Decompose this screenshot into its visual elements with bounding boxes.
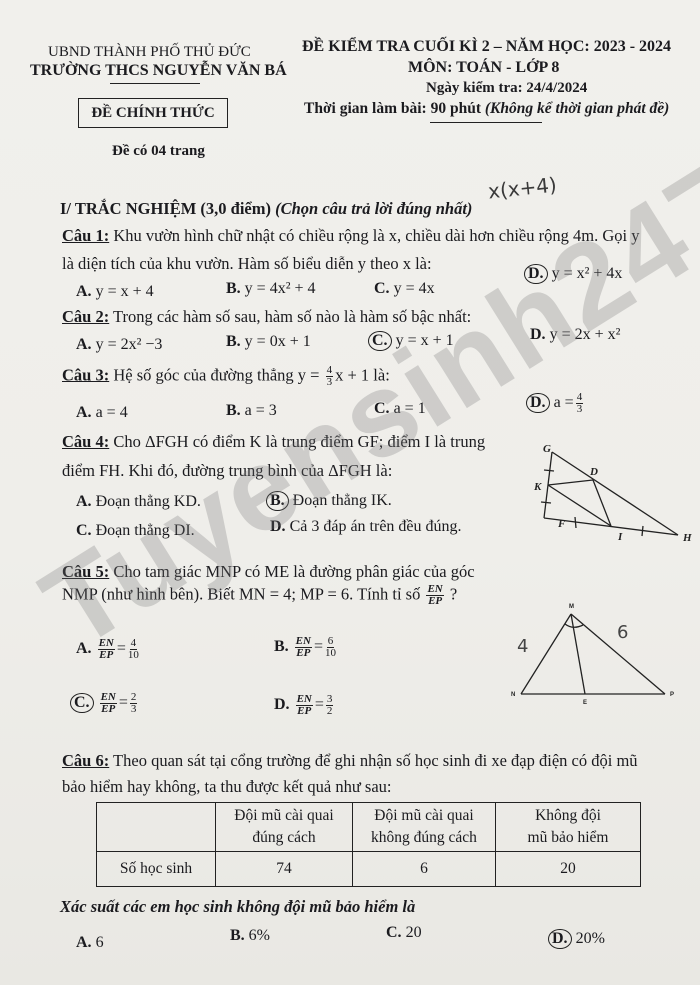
label-k: K: [534, 481, 542, 493]
q3-text-pre: Hệ số góc của đường thẳng y =: [109, 365, 324, 385]
q1-d-letter-circled: D.: [524, 264, 548, 284]
q5-b-eq: =: [313, 638, 323, 656]
q2-a-text: y = 2x² −3: [95, 336, 163, 353]
q2-text: Trong các hàm số sau, hàm số nào là hàm số bậc nhất:: [109, 307, 472, 326]
q2-a-letter: A.: [76, 336, 92, 353]
q1-option-b[interactable]: [226, 280, 316, 298]
q5-ratio-num: EN: [427, 583, 443, 595]
q6-text-line2: bảo hiểm hay không, ta thu được kết quả như sau:: [62, 777, 392, 796]
h1-line2: đúng cách: [252, 829, 316, 846]
q3-d-den: 3: [576, 403, 583, 415]
q6-b-text: 6%: [248, 927, 270, 944]
h1-line1: Đội mũ cài quai: [234, 807, 334, 824]
q5-a-letter: A.: [76, 640, 92, 658]
hand-label-4: 4: [517, 636, 529, 657]
exam-date: Ngày kiểm tra: 24/4/2024: [426, 80, 588, 96]
q5-b-lhs: [295, 636, 312, 659]
time-note: (Không kể thời gian phát đề): [484, 100, 670, 117]
segment-kd: [548, 480, 593, 485]
table-cell: 6: [353, 852, 496, 887]
q2-option-b[interactable]: [226, 333, 311, 351]
header-left-line1: UBND THÀNH PHỐ THỦ ĐỨC: [48, 44, 251, 60]
q5-d-rhs: [326, 694, 334, 717]
q4-c-letter: C.: [76, 522, 92, 539]
school-name: TRƯỜNG THCS NGUYỄN VĂN BÁ: [30, 62, 287, 79]
table-cell: 20: [496, 852, 641, 887]
q5-option-a[interactable]: [76, 638, 141, 661]
q6-option-c[interactable]: [386, 924, 422, 942]
q5-a-den: 10: [127, 649, 139, 661]
q1-label: Câu 1:: [62, 226, 110, 245]
q4-b-letter-circled: B.: [266, 491, 289, 511]
q3-frac-den: 3: [326, 376, 333, 388]
q3-d-fraction: [576, 392, 584, 415]
q4-a-letter: A.: [76, 493, 92, 510]
q1-c-letter: C.: [374, 280, 390, 297]
q4-option-a[interactable]: [76, 493, 201, 511]
q5-b-rhs: [325, 636, 336, 659]
q3-fraction: [326, 365, 334, 388]
q5-ratio: [426, 584, 443, 607]
label-d: D: [590, 466, 598, 478]
exam-time: [304, 100, 669, 118]
table-header-row: [97, 803, 641, 852]
q5-d-eq: =: [314, 696, 324, 714]
q1-b-letter: B.: [226, 280, 241, 297]
q5-c-eq: =: [118, 694, 128, 712]
label-p: P: [670, 692, 675, 698]
q2-b-letter: B.: [226, 333, 241, 350]
q2-d-text: y = 2x + x²: [549, 326, 621, 343]
question-3: [62, 365, 390, 388]
h2-line1: Đội mũ cài quai: [374, 807, 474, 824]
label-i: I: [618, 531, 623, 543]
triangle-mnp-figure: [505, 598, 690, 710]
q2-option-d[interactable]: [530, 326, 620, 344]
label-e: E: [583, 700, 588, 706]
side-gh: [552, 452, 678, 535]
official-box: ĐỀ CHÍNH THỨC: [78, 98, 228, 128]
q2-d-letter: D.: [530, 326, 546, 343]
q1-option-c[interactable]: [374, 280, 435, 298]
q2-option-c[interactable]: [372, 331, 454, 351]
q5-c-den: 3: [130, 703, 137, 715]
label-g: G: [543, 443, 551, 455]
q6-label: Câu 6:: [62, 751, 110, 770]
q3-a-letter: A.: [76, 404, 92, 421]
q3-label: Câu 3:: [62, 365, 110, 385]
q4-option-c[interactable]: [76, 522, 195, 540]
h3-line1: Không đội: [535, 807, 601, 824]
table-header-cell: [216, 803, 353, 852]
label-m: M: [569, 604, 574, 610]
q5-d-ep: EP: [297, 705, 312, 717]
q5-text-line2: [62, 584, 457, 607]
q1-a-text: y = x + 4: [95, 283, 154, 300]
q5-d-den: 2: [326, 705, 333, 717]
q3-option-d[interactable]: [530, 392, 585, 415]
section-title: [60, 199, 472, 219]
h2-line2: không đúng cách: [371, 829, 477, 846]
q4-a-text: Đoạn thẳng KD.: [95, 493, 201, 510]
q4-label: Câu 4:: [62, 432, 110, 451]
q5-b-en: EN: [295, 635, 311, 647]
q2-b-text: y = 0x + 1: [244, 333, 311, 350]
q1-d-text: y = x² + 4x: [551, 265, 623, 282]
q1-text-line2: là diện tích của khu vườn. Hàm số biểu diễn y theo x là:: [62, 254, 432, 273]
title-underline: [430, 122, 542, 123]
subject: MÔN: TOÁN - LỚP 8: [408, 59, 560, 76]
q5-c-ep: EP: [101, 703, 116, 715]
question-5: [62, 562, 475, 582]
q5-a-rhs: [128, 638, 139, 661]
q3-d-letter-circled: D.: [526, 393, 550, 413]
q5-a-ep: EP: [99, 649, 114, 661]
q1-c-text: y = 4x: [393, 280, 435, 297]
q4-b-text: Đoạn thẳng IK.: [292, 492, 392, 509]
section-instruction: (Chọn câu trả lời đúng nhất): [275, 199, 473, 218]
q6-question: Xác suất các em học sinh không đội mũ bảo hiểm là: [60, 897, 416, 916]
q5-option-b[interactable]: [274, 636, 338, 659]
q5-option-c[interactable]: [74, 692, 139, 715]
label-n: N: [511, 692, 516, 698]
q3-option-b[interactable]: [226, 402, 277, 420]
q3-d-num: 4: [576, 391, 583, 403]
q5-d-num: 3: [326, 693, 333, 705]
q6-b-letter: B.: [230, 927, 245, 944]
q1-text-line1: Khu vườn hình chữ nhật có chiều rộng là x, chiều dài hơn chiều rộng 4m. Gọi y: [109, 226, 640, 245]
question-2: [62, 307, 471, 327]
q5-d-lhs: [296, 694, 313, 717]
q5-a-en: EN: [98, 637, 114, 649]
q6-c-text: 20: [405, 924, 422, 941]
q4-text-line1: Cho ΔFGH có điểm K là trung điểm GF; điểm I là trung: [109, 432, 486, 451]
q2-c-text: y = x + 1: [395, 332, 454, 349]
question-6: [62, 751, 638, 771]
q5-text2-post: ?: [445, 584, 458, 604]
header-underline: [110, 83, 200, 84]
q2-label: Câu 2:: [62, 307, 110, 326]
label-h: H: [683, 532, 692, 544]
q5-b-letter: B.: [274, 638, 289, 656]
handwritten-note: x(x+4): [486, 172, 558, 204]
q3-frac-num: 4: [326, 364, 333, 376]
q5-option-d[interactable]: [274, 694, 335, 717]
q5-c-en: EN: [100, 691, 116, 703]
section-heading: I/ TRẮC NGHIỆM (3,0 điểm): [60, 199, 271, 218]
q5-text-line1: Cho tam giác MNP có ME là đường phân giác của góc: [109, 562, 475, 581]
q5-d-letter: D.: [274, 696, 290, 714]
q3-a-text: a = 4: [95, 404, 128, 421]
q3-c-text: a = 1: [393, 400, 426, 417]
q6-option-a[interactable]: [76, 934, 104, 952]
question-1: [62, 226, 639, 246]
q3-c-letter: C.: [374, 400, 390, 417]
q5-c-lhs: [100, 692, 117, 715]
segment-di: [593, 480, 611, 526]
question-4: [62, 432, 485, 452]
q5-d-en: EN: [296, 693, 312, 705]
q1-option-a[interactable]: [76, 283, 154, 301]
angle-arc: [565, 624, 583, 627]
q5-ratio-den: EP: [428, 595, 443, 607]
q2-c-letter-circled: C.: [368, 331, 392, 351]
q3-b-text: a = 3: [244, 402, 277, 419]
row-label-cell: Số học sinh: [97, 852, 216, 887]
table-header-cell: [353, 803, 496, 852]
q1-a-letter: A.: [76, 283, 92, 300]
q3-text-post: x + 1 là:: [335, 365, 390, 385]
q5-c-num: 2: [130, 691, 137, 703]
page-count: Đề có 04 trang: [112, 143, 205, 159]
triangle-fgh-figure: [530, 440, 700, 550]
q6-c-letter: C.: [386, 924, 402, 941]
q6-a-text: 6: [95, 934, 104, 951]
q1-b-text: y = 4x² + 4: [244, 280, 316, 297]
q4-text-line2: điểm FH. Khi đó, đường trung bình của ΔFGH là:: [62, 461, 393, 480]
q5-b-num: 6: [327, 635, 334, 647]
q3-b-letter: B.: [226, 402, 241, 419]
q4-c-text: Đoạn thẳng DI.: [95, 522, 195, 539]
q1-option-d[interactable]: [528, 264, 622, 284]
q5-label: Câu 5:: [62, 562, 110, 581]
q6-d-text: 20%: [575, 930, 605, 947]
q2-option-a[interactable]: [76, 336, 162, 354]
q5-c-letter-circled: C.: [70, 693, 94, 713]
q4-option-b[interactable]: [270, 491, 392, 511]
q5-c-rhs: [130, 692, 138, 715]
q6-a-letter: A.: [76, 934, 92, 951]
q5-a-num: 4: [130, 637, 137, 649]
q6-d-letter-circled: D.: [548, 929, 572, 949]
q4-d-letter: D.: [270, 518, 286, 535]
hand-label-6: 6: [617, 622, 629, 643]
q4-d-text: Cả 3 đáp án trên đều đúng.: [289, 518, 462, 535]
q4-option-d[interactable]: [270, 518, 462, 536]
q5-text2-pre: NMP (như hình bên). Biết MN = 4; MP = 6. Tính tỉ số: [62, 584, 425, 604]
q5-b-den: 10: [324, 647, 336, 659]
bisector-me: [571, 614, 585, 694]
table-cell: 74: [216, 852, 353, 887]
q5-a-lhs: [98, 638, 115, 661]
q6-option-d[interactable]: [552, 929, 605, 949]
label-f: F: [558, 518, 566, 530]
table-header-cell: [496, 803, 641, 852]
q3-option-a[interactable]: [76, 404, 128, 422]
h3-line2: mũ bảo hiểm: [527, 829, 609, 846]
q6-text-line1: Theo quan sát tại cổng trường để ghi nhận số học sinh đi xe đạp điện có đội mũ: [109, 751, 638, 770]
q5-a-eq: =: [116, 640, 126, 658]
table-corner-cell: [97, 803, 216, 852]
time-label: Thời gian làm bài: 90 phút: [304, 100, 481, 117]
q5-b-ep: EP: [296, 647, 311, 659]
exam-title: ĐỀ KIỂM TRA CUỐI KÌ 2 – NĂM HỌC: 2023 - 2024: [302, 38, 672, 55]
helmet-survey-table: [96, 802, 641, 887]
table-row: [97, 852, 641, 887]
side-mn: [521, 614, 571, 694]
q6-option-b[interactable]: [230, 927, 270, 945]
q3-option-c[interactable]: [374, 400, 426, 418]
q3-d-text: a =: [553, 394, 574, 412]
